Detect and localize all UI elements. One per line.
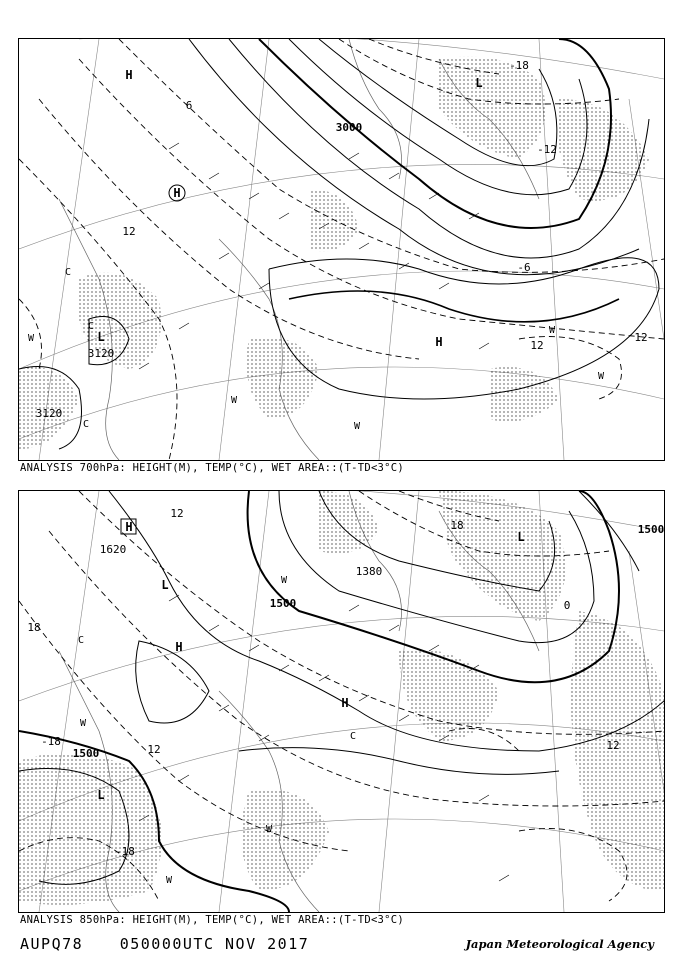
height-label-3000: 3000	[335, 121, 363, 134]
temp-label-12-b: 12	[606, 739, 620, 752]
temp-label-minus18: -18	[509, 59, 529, 72]
temp-label-0: 0	[563, 599, 571, 612]
map-850hpa	[19, 491, 664, 912]
cold-mark-a: C	[349, 731, 357, 742]
warm-mark-a: W	[79, 718, 87, 729]
warm-mark-c: W	[548, 325, 556, 336]
low-center-c: L	[97, 788, 105, 802]
map-panel-700hpa	[18, 38, 665, 461]
temp-label-12-a: 12	[170, 507, 184, 520]
high-center-b: H	[173, 186, 181, 200]
caption-700hpa: ANALYSIS 700hPa: HEIGHT(M), TEMP(°C), WET AREA::(T-TD<3°C)	[20, 462, 405, 474]
temp-label-12-b: 12	[634, 331, 648, 344]
cold-mark-c: C	[82, 419, 90, 430]
temp-label-minus6: -6	[517, 261, 531, 274]
high-center-a: H	[125, 68, 133, 82]
warm-mark-c: W	[165, 875, 173, 886]
valid-time: 050000UTC NOV 2017	[119, 935, 310, 953]
high-center-b: H	[175, 640, 183, 654]
station-plots	[139, 143, 509, 460]
height-label-1380: 1380	[355, 565, 383, 578]
warm-mark-a: W	[230, 395, 238, 406]
warm-mark-e: W	[27, 333, 35, 344]
low-center-b: L	[97, 330, 105, 344]
low-center-b: L	[517, 530, 525, 544]
temp-label-minus18-b: -18	[41, 735, 61, 748]
temp-label-12-c: 12	[147, 743, 161, 756]
map-panel-850hpa	[18, 490, 665, 913]
temp-label-6: 6	[185, 99, 193, 112]
product-code: AUPQ78	[20, 935, 84, 953]
wet-area	[19, 57, 649, 450]
warm-mark-d: W	[597, 371, 605, 382]
height-label-1620: 1620	[99, 543, 127, 556]
height-label-1500-a: 1500	[269, 597, 297, 610]
temp-label-12-a: 12	[530, 339, 544, 352]
low-center-a: L	[475, 76, 483, 90]
warm-mark-b: W	[265, 824, 273, 835]
height-label-3120-a: 3120	[87, 347, 115, 360]
product-footer	[20, 935, 335, 953]
low-center-a: L	[161, 578, 169, 592]
temp-label-18-b: 18	[27, 621, 41, 634]
temp-label-minus12: -12	[537, 143, 557, 156]
height-label-1500-b: 1500	[637, 523, 664, 536]
warm-mark-b: W	[353, 421, 361, 432]
map-700hpa	[19, 39, 664, 460]
height-label-3120-b: 3120	[35, 407, 63, 420]
height-label-1500-c: 1500	[72, 747, 100, 760]
cold-mark-a: C	[64, 267, 72, 278]
caption-850hpa: ANALYSIS 850hPa: HEIGHT(M), TEMP(°C), WET AREA::(T-TD<3°C)	[20, 914, 405, 926]
high-center-c: H	[435, 335, 443, 349]
agency-name: Japan Meteorological Agency	[465, 937, 654, 951]
warm-mark-d: W	[280, 575, 288, 586]
high-center-a: H	[125, 520, 133, 534]
cold-mark-b: C	[77, 635, 85, 646]
temp-label-12-c: 12	[122, 225, 136, 238]
high-center-c: H	[341, 696, 349, 710]
cold-mark-b: C	[87, 321, 95, 332]
temp-label-18-a: 18	[450, 519, 464, 532]
temp-label-minus18-a: -18	[115, 845, 135, 858]
